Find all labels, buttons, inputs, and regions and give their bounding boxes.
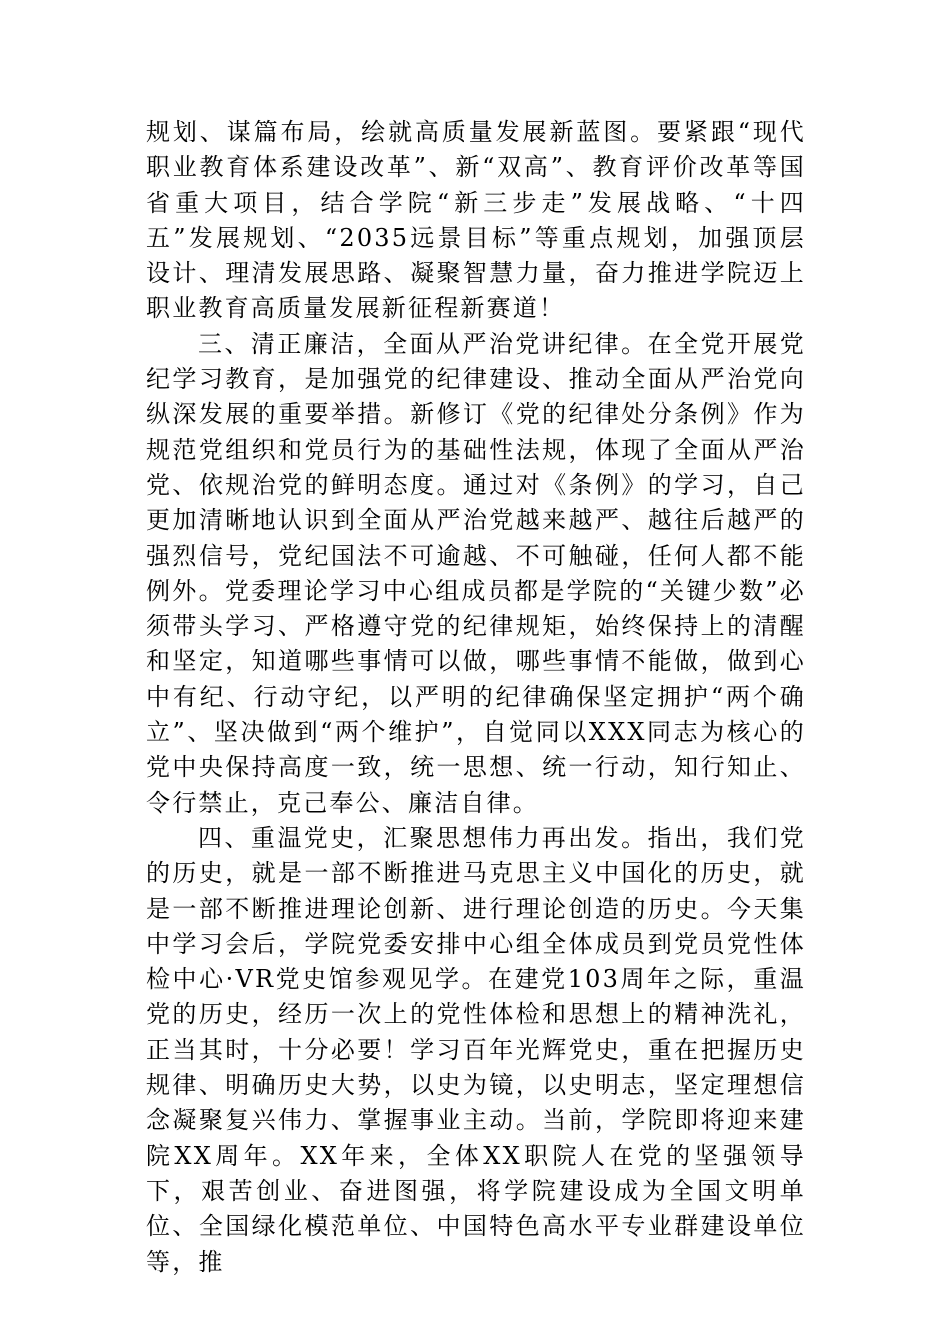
paragraph-continuation: 规划、谋篇布局，绘就高质量发展新蓝图。要紧跟“现代职业教育体系建设改革”、新“双高”、教育评价改革等国省重大项目，结合学院“新三步走”发展战略、“十四五”发展规划、“2035远景目标”等重点规划，加强顶层设计、理清发展思路、凝聚智慧力量，奋力推进学院迈上职业教育高质量发展新征程新赛道！ [146, 118, 806, 323]
paragraph-section-3: 三、清正廉洁，全面从严治党讲纪律。在全党开展党纪学习教育，是加强党的纪律建设、推动全面从严治党向纵深发展的重要举措。新修订《党的纪律处分条例》作为规范党组织和党员行为的基础性法规，体现了全面从严治党、依规治党的鲜明态度。通过对《条例》的学习，自己更加清晰地认识到全面从严治党越来越严、越往后越严的强烈信号，党纪国法不可逾越、不可触碰，任何人都不能例外。党委理论学习中心组成员都是学院的“关键少数”必须带头学习、严格遵守党的纪律规矩，始终保持上的清醒和坚定，知道哪些事情可以做，哪些事情不能做，做到心中有纪、行动守纪，以严明的纪律确保坚定拥护“两个确立”、坚决做到“两个维护”，自觉同以XXX同志为核心的党中央保持高度一致，统一思想、统一行动，知行知止、令行禁止，克己奉公、廉洁自律。 [146, 329, 806, 817]
paragraph-section-4: 四、重温党史，汇聚思想伟力再出发。指出，我们党的历史，就是一部不断推进马克思主义中国化的历史，就是一部不断推进理论创新、进行理论创造的历史。今天集中学习会后，学院党委安排中心组全体成员到党员党性体检中心·VR党史馆参观见学。在建党103周年之际，重温党的历史，经历一次上的党性体检和思想上的精神洗礼，正当其时，十分必要！学习百年光辉党史，重在把握历史规律、明确历史大势，以史为镜，以史明志，坚定理想信念凝聚复兴伟力、掌握事业主动。当前，学院即将迎来建院XX周年。XX年来，全体XX职院人在党的坚强领导下，艰苦创业、奋进图强，将学院建设成为全国文明单位、全国绿化模范单位、中国特色高水平专业群建设单位等，推 [146, 823, 806, 1276]
document-body [146, 115, 806, 1280]
